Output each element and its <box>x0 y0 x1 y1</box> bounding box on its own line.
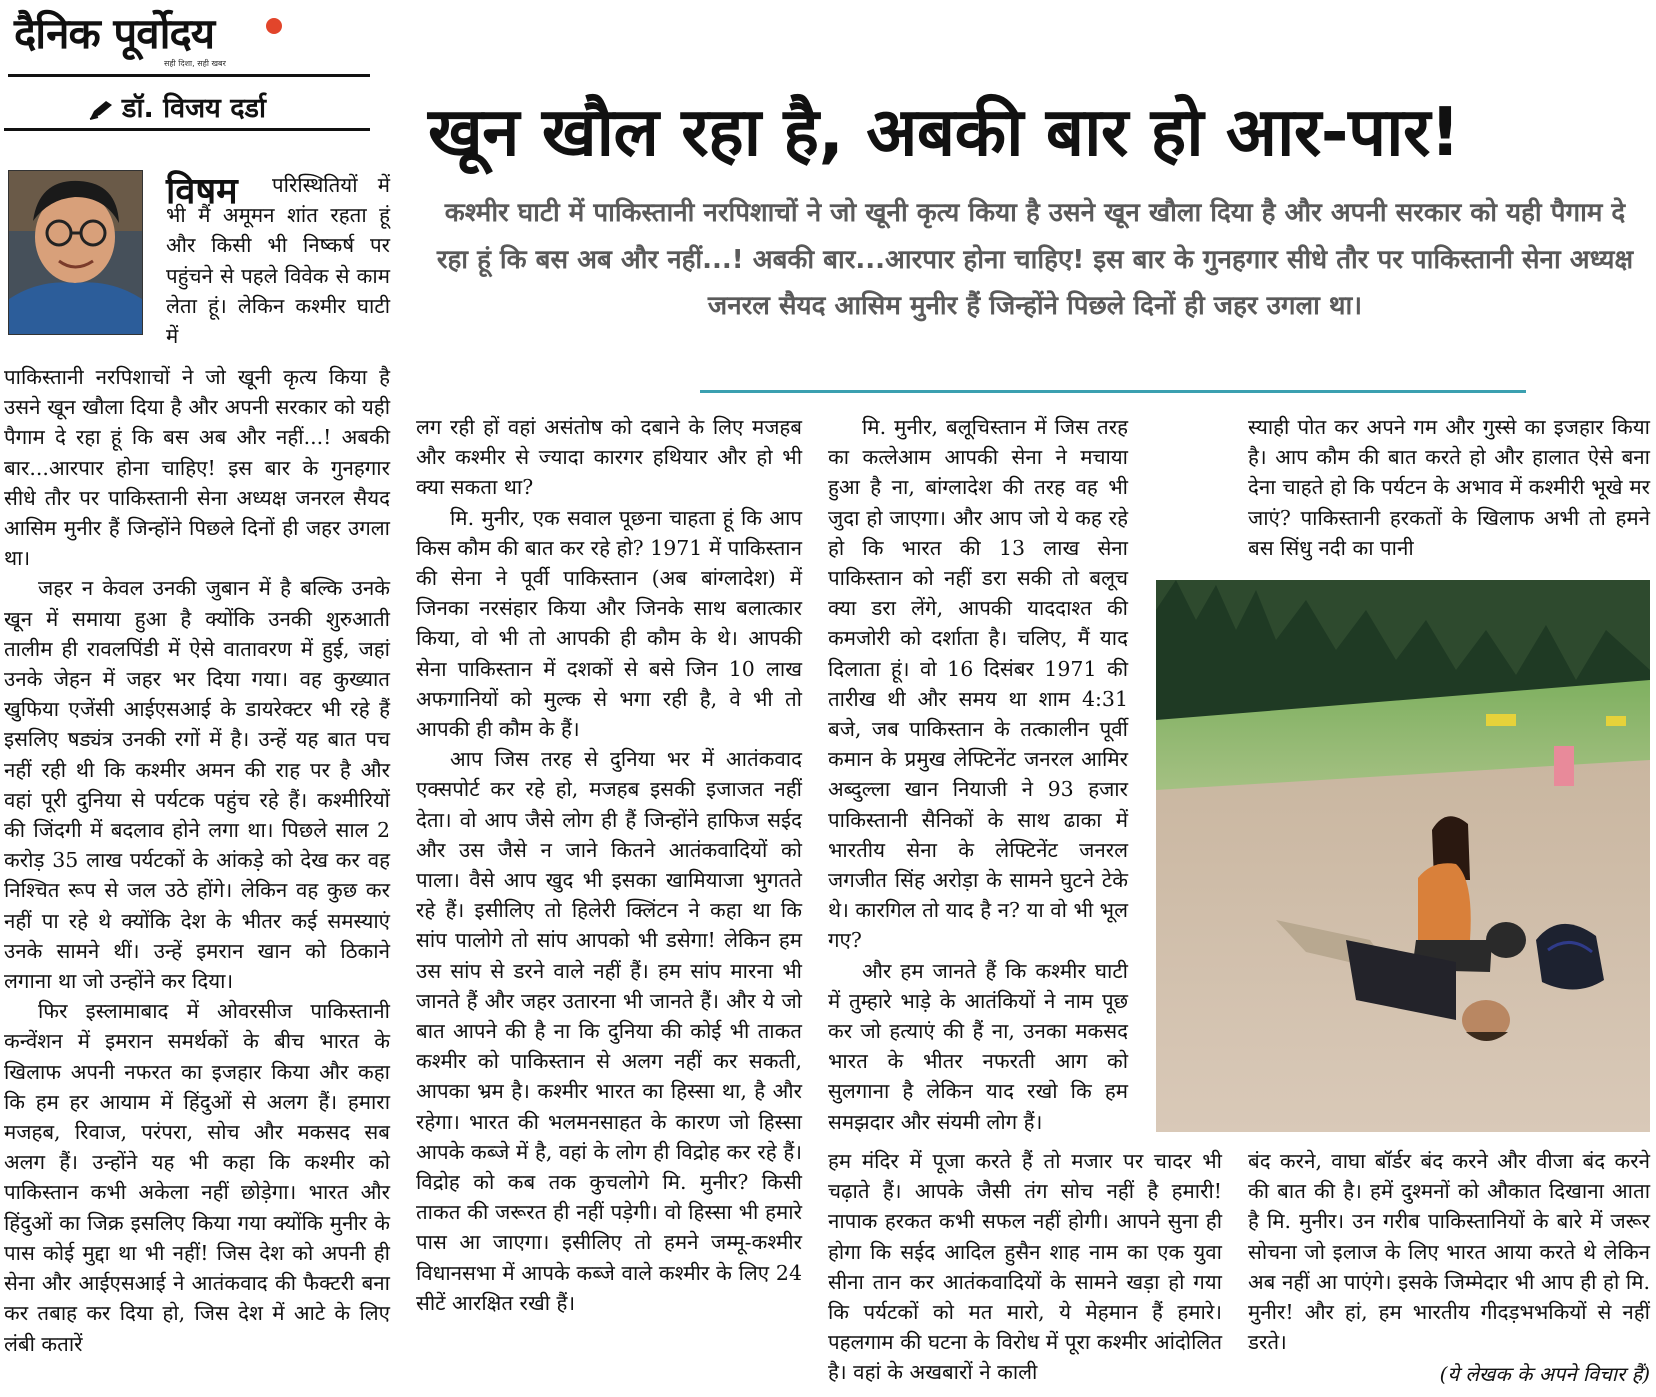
paragraph: मि. मुनीर, एक सवाल पूछना चाहता हूं कि आप किस कौम की बात कर रहे हो? 1971 में पाकिस्तान की सेना ने पूर्वी पाकिस्तान (अब बांग्लादेश) में जिनका नरसंहार किया और जिनके साथ बलात्कार किया, वो भी तो आपकी ही कौम के थे। आपकी सेना पाकिस्तान में दशकों से बसे जिन 10 लाख अफगानियों को मुल्क से भगा रही है, वे भी तो आपकी ही कौम के हैं। <box>416 505 802 742</box>
author-portrait-icon <box>9 171 142 334</box>
paragraph: और हम जानते हैं कि कश्मीर घाटी में तुम्हारे भाड़े के आतंकियों ने नाम पूछ कर जो हत्याएं की हैं ना, उनका मकसद भारत के भीतर नफरती आग को सुलगाना है लेकिन याद रखो कि हम समझदार और संयमी लोग हैं। <box>828 958 1128 1134</box>
column-title: विषम <box>166 171 238 212</box>
author-name: डॉ. विजय दर्डा <box>122 93 266 124</box>
logo-dot-icon <box>266 18 282 34</box>
paragraph: जहर न केवल उनकी जुबान में है बल्कि उनके खून में समाया हुआ है क्योंकि उनकी शुरुआती तालीम ही रावलपिंडी में ऐसे वातावरण में हुई, जहां उनके जेहन में जहर भर दिया गया। वह कुख्यात खुफिया एजेंसी आईएसआई के डायरेक्टर भी रहे हैं इसलिए षड्यंत्र उनकी रगों में है। उन्हें यह बात पच नहीं रही थी कि कश्मीर अमन की राह पर है और वहां पूरी दुनिया से पर्यटक पहुंच रहे हैं। कश्मीरियों की जिंदगी में बदलाव होने लगा था। पिछले साल 2 करोड़ 35 लाख पर्यटकों के आंकड़े को देख कर वह निश्चित रूप से जल उठे होंगे। लेकिन वह कुछ कर नहीं पा रहे थे क्योंकि देश के भीतर कई समस्याएं उनके सामने थीं। उन्हें इमरान खान को ठिकाने लगाना था जो उन्होंने कर दिया। <box>4 576 390 994</box>
pen-icon <box>88 99 114 121</box>
byline <box>88 92 368 126</box>
paragraph: परिस्थितियों में भी मैं अमूमन शांत रहता हूं और किसी भी निष्कर्ष पर पहुंचने से पहले विवेक से काम लेता हूं। लेकिन कश्मीर घाटी में <box>166 173 390 349</box>
newspaper-logo: दैनिक पूर्वोदय <box>14 9 215 58</box>
paragraph: मि. मुनीर, बलूचिस्तान में जिस तरह का कत्लेआम आपकी सेना ने मचाया हुआ है ना, बांग्लादेश की तरह वह भी जुदा हो जाएगा। और आप जो ये कह रहे हो कि भारत की 13 लाख सेना पाकिस्तान को नहीं डरा सकी तो बलूच क्या डरा लेंगे, आपकी याददाश्त की कमजोरी को दर्शाता है। चलिए, मैं याद दिलाता हूं। वो 16 दिसंबर 1971 की तारीख थी और समय था शाम 4:31 बजे, जब पाकिस्तान के तत्कालीन पूर्वी कमान के प्रमुख लेफ्टिनेंट जनरल आमिर अब्दुल्ला खान नियाजी ने 93 हजार पाकिस्तानी सैनिकों के साथ ढाका में भारतीय सेना के लेफ्टिनेंट जनरल जगजीत सिंह अरोड़ा के सामने घुटने टेके थे। कारगिल तो याद है न? या वो भी भूल गए? <box>828 415 1128 953</box>
deck-divider <box>700 390 1526 393</box>
paragraph: फिर इस्लामाबाद में ओवरसीज पाकिस्तानी कन्वेंशन में इमरान समर्थकों के बीच भारत के खिलाफ अपनी नफरत का इजहार किया और कहा कि हम हर आयाम में हिंदुओं से अलग हैं। हमारा मजहब, रिवाज, परंपरा, सोच और मकसद सब अलग हैं। उन्होंने यह भी कहा कि कश्मीर को पाकिस्तान कभी अकेला नहीं छोड़ेगा। भारत और हिंदुओं का जिक्र इसलिए किया गया क्योंकि मुनीर के पास कोई मुद्दा था भी नहीं! जिस देश को अपनी ही सेना और आईएसआई ने आतंकवाद की फैक्टरी बना कर तबाह कर दिया हो, जिस देश में आटे के लिए लंबी कतारें <box>4 999 390 1356</box>
paragraph: स्याही पोत कर अपने गम और गुस्से का इजहार किया है। आप कौम की बात करते हो और हालात ऐसे बना देना चाहते हो कि पर्यटन के अभाव में कश्मीरी भूखे मर जाएं? पाकिस्तानी हरकतों के खिलाफ अभी तो हमने बस सिंधु नदी का पानी <box>1248 415 1650 560</box>
paragraph: बंद करने, वाघा बॉर्डर बंद करने और वीजा बंद करने की बात की है। हमें दुश्मनों को औकात दिखाना आता है मि. मुनीर। उन गरीब पाकिस्तानियों के बारे में जरूर सोचना जो इलाज के लिए भारत आया करते थे लेकिन अब नहीं आ पाएंगे। इसके जिम्मेदार भी आप ही हो मि. मुनीर! और हां, हम भारतीय गीदड़भभकियों से नहीं डरते। <box>1248 1149 1650 1355</box>
article-column-3-bottom <box>828 1146 1222 1388</box>
article-column-1-intro <box>166 170 390 351</box>
paragraph: हम मंदिर में पूजा करते हैं तो मजार पर चादर भी चढ़ाते हैं। आपके जैसी तंग सोच नहीं है हमारी! नापाक हरकत कभी सफल नहीं होगी। आपने सुना ही होगा कि सईद आदिल हुसैन शाह नाम का एक युवा सीना तान कर आतंकवादियों के सामने खड़ा हो गया कि पर्यटकों को मत मारो, ये मेहमान हैं हमारे। पहलगाम की घटना के विरोध में पूरा कश्मीर आंदोलित है। वहां के अखबारों ने काली <box>828 1149 1222 1385</box>
article-column-2 <box>416 412 802 1318</box>
article-column-1 <box>4 362 390 1359</box>
standfirst: कश्मीर घाटी में पाकिस्तानी नरपिशाचों ने जो खूनी कृत्य किया है उसने खून खौला दिया है और अपनी सरकार को यही पैगाम दे रहा हूं कि बस अब और नहीं...! अबकी बार...आरपार होना चाहिए! इस बार के गुनहगार सीधे तौर पर पाकिस्तानी सेना अध्यक्ष जनरल सैयद आसिम मुनीर हैं जिन्होंने पिछले दिनों ही जहर उगला था। <box>436 198 1634 321</box>
masthead <box>14 8 284 70</box>
author-photo <box>8 170 143 335</box>
paragraph: आप जिस तरह से दुनिया भर में आतंकवाद एक्सपोर्ट कर रहे हो, मजहब इसकी इजाजत नहीं देता। वो आप जैसे लोग ही हैं जिन्होंने हाफिज सईद और उस जैसे न जाने कितने आतंकवादियों को पाला। वैसे आप खुद भी इसका खामियाजा भुगतते रहे हैं। इसीलिए तो हिलेरी क्लिंटन ने कहा था कि सांप पालोगे तो सांप आपको भी डसेगा! लेकिन हम उस सांप से डरने वाले नहीं हैं। हम सांप मारना भी जानते हैं और जहर उतारना भी जानते हैं। और ये जो बात आपने की है ना कि दुनिया की कोई भी ताकत कश्मीर को पाकिस्तान से अलग नहीं कर सकती, आपका भ्रम है। कश्मीर भारत का हिस्सा था, है और रहेगा। भारत की भलमनसाहत के कारण जो हिस्सा आपके कब्जे में है, वहां के लोग ही विद्रोह कर रहे हैं। विद्रोह को कब तक कुचलोगे मि. मुनीर? किसी ताकत की जरूरत ही नहीं पड़ेगी। वो हिस्सा भी हमारे पास आ जाएगा। इसीलिए तो हमने जम्मू-कश्मीर विधानसभा में आपके कब्जे वाले कश्मीर के लिए 24 सीटें आरक्षित रखी हैं। <box>416 747 802 1315</box>
meadow-scene-icon <box>1156 580 1650 1132</box>
masthead-tagline: सही दिशा, सही खबर <box>164 59 226 68</box>
news-photo <box>1156 580 1650 1132</box>
masthead-rule <box>8 74 370 77</box>
headline: खून खौल रहा है, अबकी बार हो आर-पार! <box>428 93 1460 171</box>
author-disclaimer: (ये लेखक के अपने विचार हैं) <box>1439 1362 1650 1386</box>
article-column-3 <box>828 412 1128 1137</box>
article-column-4 <box>1248 412 1650 563</box>
paragraph: लग रही हों वहां असंतोष को दबाने के लिए मजहब और कश्मीर से ज्यादा कारगर हथियार और हो भी क्या सकता था? <box>416 415 802 500</box>
byline-rule <box>4 128 370 131</box>
article-column-4-bottom <box>1248 1146 1650 1357</box>
paragraph: पाकिस्तानी नरपिशाचों ने जो खूनी कृत्य किया है उसने खून खौला दिया है और अपनी सरकार को यही पैगाम दे रहा हूं कि बस अब और नहीं...! अबकी बार...आरपार होना चाहिए! इस बार के गुनहगार सीधे तौर पर पाकिस्तानी सेना अध्यक्ष जनरल सैयद आसिम मुनीर हैं जिन्होंने पिछले दिनों ही जहर उगला था। <box>4 365 390 571</box>
